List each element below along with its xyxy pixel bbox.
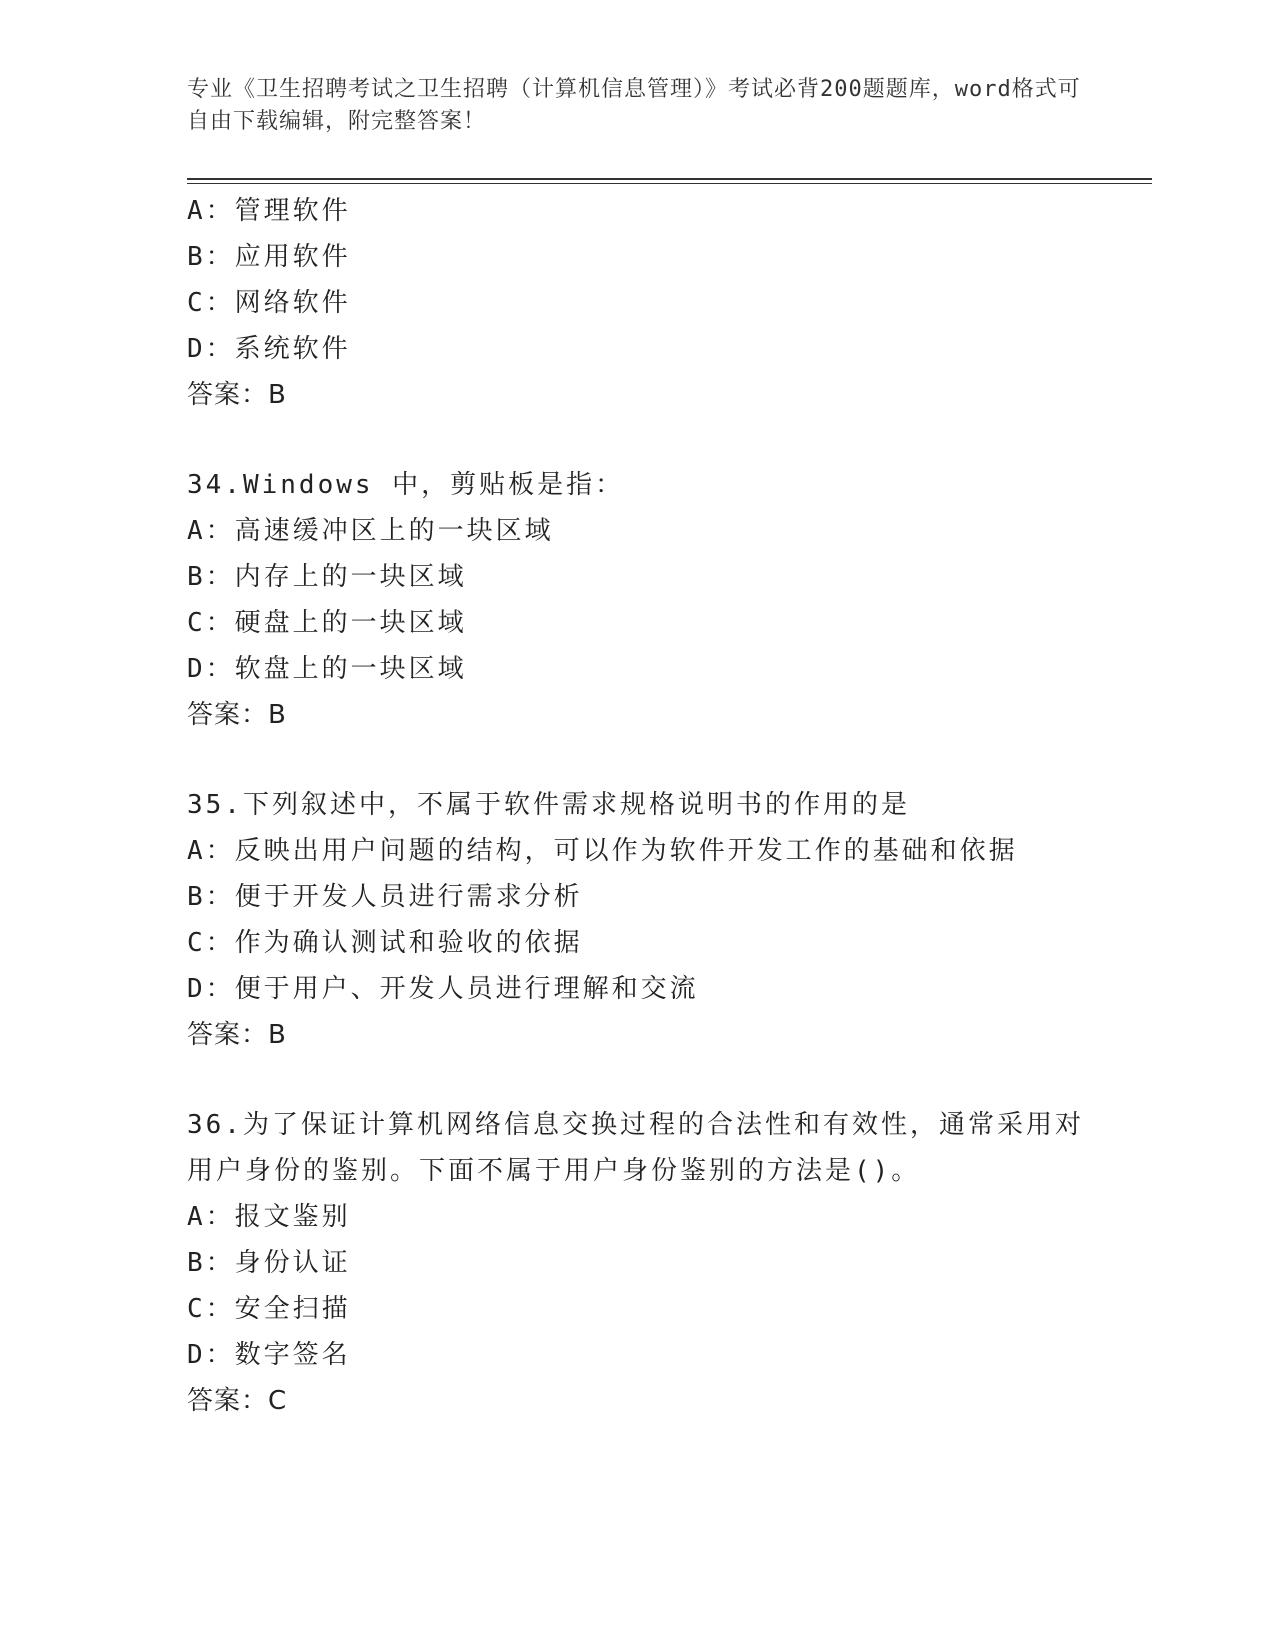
option-c: C：网络软件 (187, 288, 351, 318)
answer: 答案：B (187, 700, 287, 730)
option-a: A：反映出用户问题的结构，可以作为软件开发工作的基础和依据 (187, 836, 1018, 866)
question-33-continued (187, 188, 1147, 418)
option-d: D：便于用户、开发人员进行理解和交流 (187, 974, 699, 1004)
header-divider-thin (187, 183, 1152, 184)
option-c: C：硬盘上的一块区域 (187, 608, 467, 638)
option-a: A：高速缓冲区上的一块区域 (187, 516, 554, 546)
answer: 答案：B (187, 380, 287, 410)
document-header: 专业《卫生招聘考试之卫生招聘（计算机信息管理）》考试必背200题题库，word格式可自由下载编辑，附完整答案！ (187, 77, 1081, 134)
question-text: 36.为了保证计算机网络信息交换过程的合法性和有效性，通常采用对用户身份的鉴别。下面不属于用户身份鉴别的方法是()。 (187, 1110, 1084, 1186)
option-a: A：报文鉴别 (187, 1202, 351, 1232)
option-c: C：作为确认测试和验收的依据 (187, 928, 583, 958)
question-text: 34.Windows 中，剪贴板是指： (187, 470, 625, 500)
question-34 (187, 462, 1147, 738)
option-b: B：身份认证 (187, 1248, 351, 1278)
question-35 (187, 782, 1147, 1058)
option-a: A：管理软件 (187, 196, 351, 226)
question-list (187, 188, 1147, 1424)
option-d: D：数字签名 (187, 1340, 351, 1370)
option-d: D：系统软件 (187, 334, 351, 364)
option-b: B：应用软件 (187, 242, 351, 272)
answer: 答案：C (187, 1386, 288, 1416)
header-divider-thick (187, 178, 1152, 180)
option-d: D：软盘上的一块区域 (187, 654, 467, 684)
option-b: B：便于开发人员进行需求分析 (187, 882, 583, 912)
option-c: C：安全扫描 (187, 1294, 351, 1324)
option-b: B：内存上的一块区域 (187, 562, 467, 592)
question-text: 35.下列叙述中，不属于软件需求规格说明书的作用的是 (187, 790, 910, 820)
question-36 (187, 1102, 1147, 1424)
answer: 答案：B (187, 1020, 287, 1050)
